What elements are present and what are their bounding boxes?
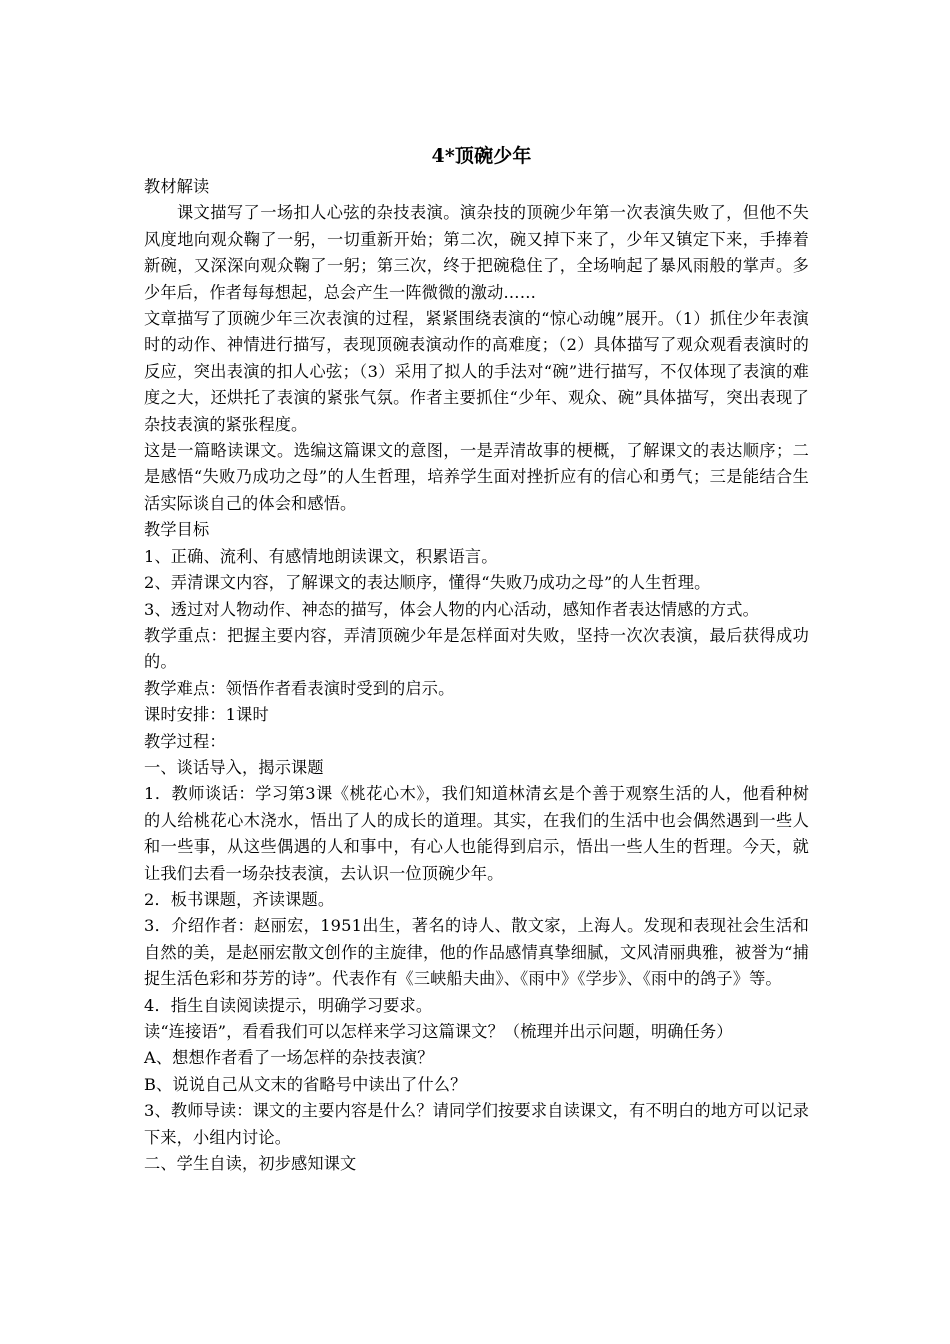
paragraph-intent: 这是一篇略读课文。选编这篇课文的意图，一是弄清故事的梗概，了解课文的表达顺序；二是感悟“失败乃成功之母”的人生哲理，培养学生面对挫折应有的信心和勇气；三是能结合生活实际谈自己的体会和感悟。 [144,441,809,513]
paragraph-goal-2: 2、弄清课文内容，了解课文的表达顺序，懂得“失败乃成功之母”的人生哲理。 [144,573,711,593]
paragraph-goal-3: 3、透过对人物动作、神态的描写，体会人物的内心活动，感知作者表达情感的方式。 [144,599,759,619]
document-page [144,138,809,1177]
paragraph-analysis: 文章描写了顶碗少年三次表演的过程，紧紧围绕表演的“惊心动魄”展开。（1）抓住少年表演时的动作、神情进行描写，表现顶碗表演动作的高难度；（2）具体描写了观众观看表演时的反应，突出表演的扣人心弦；（3）采用了拟人的手法对“碗”进行描写，不仅体现了表演的难度之大，还烘托了表演的紧张气氛。作者主要抓住“少年、观众、碗”具体描写，突出表现了杂技表演的紧张程度。 [144,309,809,434]
paragraph-goals-heading: 教学目标 [144,520,210,540]
paragraph-connector: 读“连接语”，看看我们可以怎样来学习这篇课文？（梳理并出示问题，明确任务） [144,1022,733,1041]
paragraph-difficulty: 教学难点：领悟作者看表演时受到的启示。 [144,678,455,698]
paragraph-question-b: B、说说自己从文末的省略号中读出了什么？ [144,1074,467,1094]
document-body [144,174,809,1177]
paragraph-process-heading: 教学过程： [144,731,226,751]
paragraph-step-2-heading: 二、学生自读，初步感知课文 [144,1154,357,1174]
paragraph-schedule: 课时安排：1课时 [144,705,269,725]
paragraph-step-1-heading: 一、谈话导入，揭示课题 [144,757,324,777]
paragraph-goal-1: 1、正确、流利、有感情地朗读课文，积累语言。 [144,546,498,566]
document-title: 4*顶碗少年 [431,145,532,167]
paragraph-step-1-2: 2．板书课题，齐读课题。 [144,889,335,909]
paragraph-question-a: A、想想作者看了一场怎样的杂技表演？ [144,1048,434,1068]
paragraph-guided-reading: 3、教师导读：课文的主要内容是什么？请同学们按要求自读课文，有不明白的地方可以记录下来，小组内讨论。 [144,1101,809,1147]
paragraph-step-1-4: 4．指生自读阅读提示，明确学习要求。 [144,995,433,1015]
paragraph-key-point: 教学重点：把握主要内容，弄清顶碗少年是怎样面对失败，坚持一次次表演，最后获得成功的。 [144,625,809,672]
paragraph-summary: 课文描写了一场扣人心弦的杂技表演。演杂技的顶碗少年第一次表演失败了，但他不失风度地向观众鞠了一躬，一切重新开始；第二次，碗又掉下来了，少年又镇定下来，手捧着新碗，又深深向观众鞠了一躬；第三次，终于把碗稳住了，全场响起了暴风雨般的掌声。多少年后，作者每每想起，总会产生一阵微微的激动…… [144,203,809,302]
paragraph-step-1-1: 1．教师谈话：学习第3课《桃花心木》，我们知道林清玄是个善于观察生活的人，他看种树的人给桃花心木浇水，悟出了人的成长的道理。其实，在我们的生活中也会偶然遇到一些人和一些事，从这些偶遇的人和事中，有心人也能得到启示，悟出一些人生的哲理。今天，就让我们去看一场杂技表演，去认识一位顶碗少年。 [144,784,809,883]
paragraph-step-1-3: 3．介绍作者：赵丽宏，1951出生，著名的诗人、散文家，上海人。发现和表现社会生活和自然的美，是赵丽宏散文创作的主旋律，他的作品感情真挚细腻，文风清丽典雅，被誉为“捕捉生活色彩和芬芳的诗”。代表作有《三峡船夫曲》、《雨中》《学步》、《雨中的鸽子》等。 [144,916,809,989]
paragraph-section-heading: 教材解读 [144,177,210,196]
